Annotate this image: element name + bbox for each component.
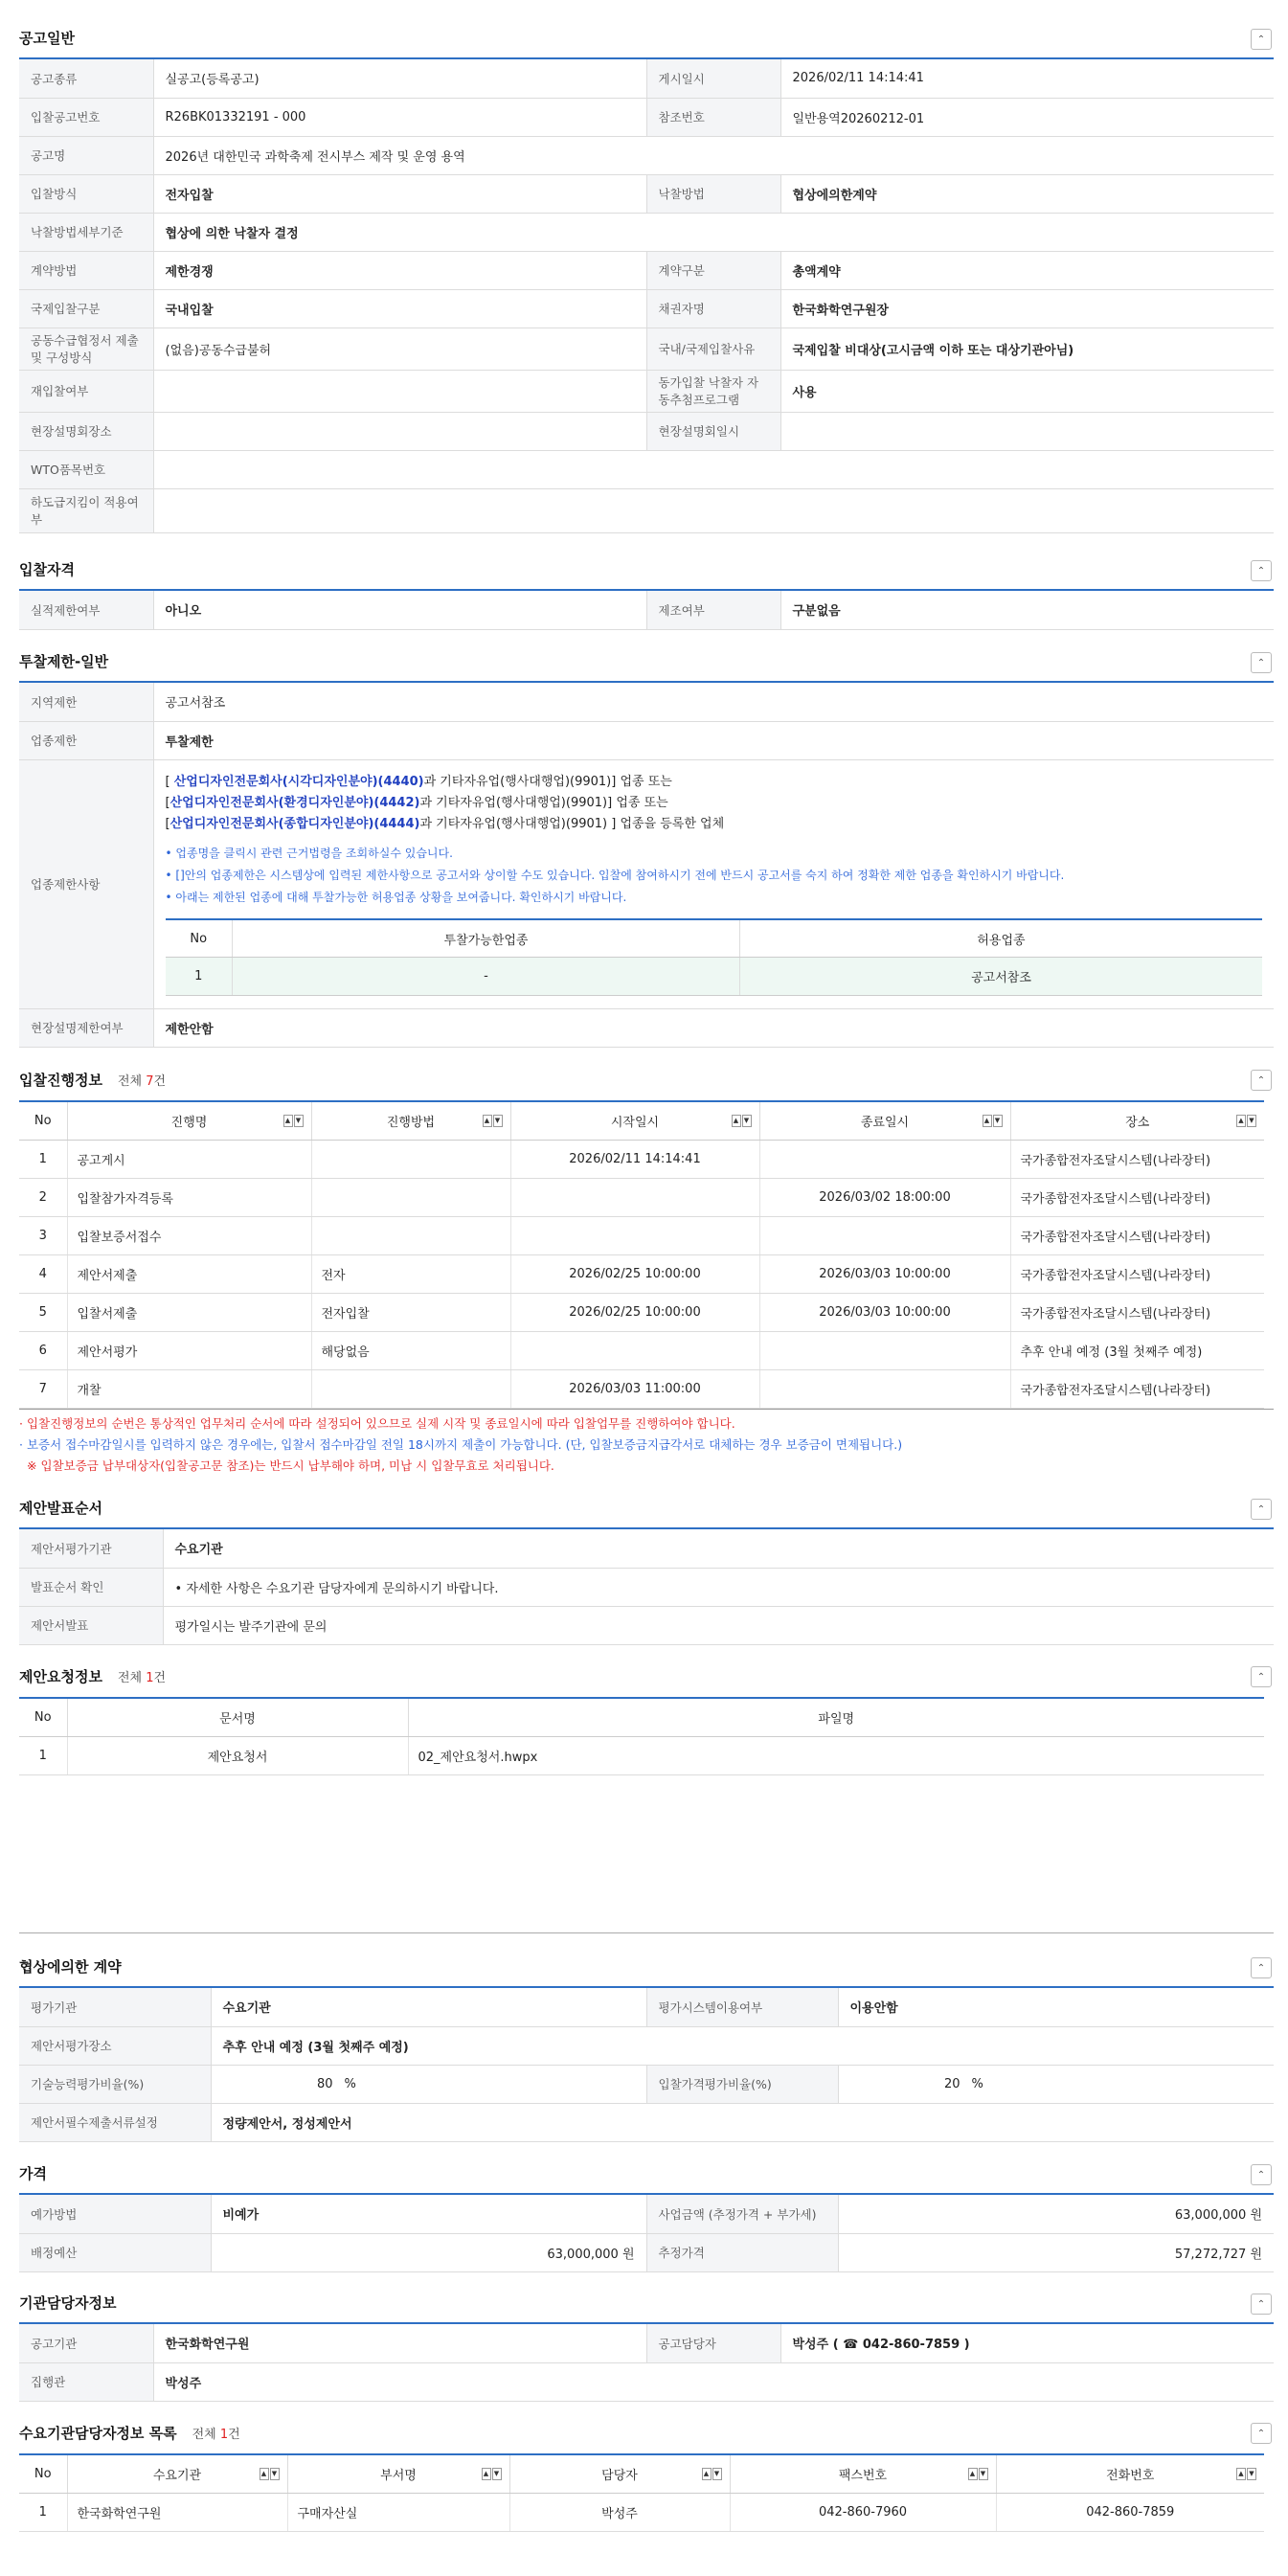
label: 제안서발표 — [19, 1606, 163, 1644]
note-text: · 보증서 접수마감일시를 입력하지 않은 경우에는, 입찰서 접수마감일 전일 18시까지 제출이 가능합니다. (단, 입찰보증금지급각서로 대체하는 경우 보증금이 면제됩니다.) — [19, 1436, 903, 1452]
value: 아니오 — [153, 591, 646, 629]
industry-text: 과 기타자유업(행사대행업)(9901)] 업종 또는 — [423, 774, 672, 789]
count-label: 전체 — [117, 1073, 147, 1089]
cell: 2026/03/03 10:00:00 — [759, 1254, 1010, 1293]
column-header: No — [19, 1101, 67, 1140]
count-unit: 건 — [153, 1073, 167, 1089]
value: 사용 — [780, 370, 1274, 412]
restriction-table — [19, 683, 1274, 1048]
label: 계약구분 — [646, 251, 780, 289]
column-header-phone[interactable] — [996, 2454, 1264, 2493]
header-label: 진행방법 — [386, 1115, 436, 1130]
value — [153, 450, 1274, 488]
value — [780, 412, 1274, 450]
value: 평가일시는 발주기관에 문의 — [163, 1606, 1274, 1644]
record-count — [118, 1667, 166, 1685]
value: 정량제안서, 정성제안서 — [211, 2103, 1274, 2141]
label: 공고종류 — [19, 59, 153, 98]
label: 제안서필수제출서류설정 — [19, 2103, 211, 2141]
price-table — [19, 2195, 1274, 2272]
column-header-end[interactable] — [759, 1101, 1010, 1140]
label: 재입찰여부 — [19, 370, 153, 412]
price-section — [19, 2153, 1274, 2272]
table-row — [19, 1331, 1264, 1369]
collapse-toggle-icon[interactable]: ⌃ — [1251, 1070, 1272, 1091]
section-title: 제안발표순서 — [19, 1499, 102, 1517]
cell: 2026/03/02 18:00:00 — [759, 1178, 1010, 1216]
value — [211, 2065, 646, 2103]
presentation-header — [19, 1487, 1274, 1529]
header-label: 수요기관 — [152, 2468, 202, 2483]
cell: 4 — [19, 1254, 67, 1293]
sort-icon[interactable]: ▲ ▼ — [968, 2468, 988, 2480]
note-text: ※ 입찰보증금 납부대상자(입찰공고문 참조)는 반드시 납부해야 하며, 미납 시 입찰무효로 처리됩니다. — [27, 1457, 554, 1473]
value — [838, 2065, 1274, 2103]
value: 추후 안내 예정 (3월 첫째주 예정) — [211, 2026, 1274, 2065]
cell: 1 — [19, 2493, 67, 2531]
value: 공고서참조 — [153, 683, 1274, 721]
label: 예가방법 — [19, 2195, 211, 2233]
label: 지역제한 — [19, 683, 153, 721]
label: 현장설명제한여부 — [19, 1008, 153, 1047]
percent-unit: % — [344, 2076, 356, 2091]
bullet-text: []안의 업종제한은 시스템상에 입력된 제한사항으로 공고서와 상이할 수도 있습니다. 입찰에 참여하시기 전에 반드시 공고서를 숙지 하여 정확한 제한 업종을 확인하시기 바랍니다. — [175, 868, 1065, 882]
label: 공동수급협정서 제출 및 구성방식 — [19, 328, 153, 370]
allowed-industry-table — [166, 918, 1263, 997]
percent-value: 80 — [316, 2076, 333, 2091]
label: 낙찰방법세부기준 — [19, 213, 153, 251]
header-label: 진행명 — [170, 1115, 208, 1130]
sort-icon[interactable]: ▲ ▼ — [483, 1115, 503, 1127]
cell: 042-860-7960 — [730, 2493, 996, 2531]
cell: 해당없음 — [311, 1331, 510, 1369]
cell: 국가종합전자조달시스템(나라장터) — [1010, 1254, 1264, 1293]
section-title: 제안요청정보 — [19, 1667, 102, 1685]
sort-icon[interactable]: ▲ ▼ — [702, 2468, 722, 2480]
value: 수요기관 — [163, 1529, 1274, 1568]
progress-section — [19, 1058, 1274, 1477]
cell — [311, 1140, 510, 1178]
general-table — [19, 59, 1274, 533]
header-label: 담당자 — [601, 2468, 638, 2483]
label: 제안서평가장소 — [19, 2026, 211, 2065]
sort-icon[interactable]: ▲ ▼ — [732, 1115, 752, 1127]
sort-icon[interactable]: ▲ ▼ — [983, 1115, 1003, 1127]
cell: 국가종합전자조달시스템(나라장터) — [1010, 1293, 1264, 1331]
column-header-name[interactable] — [67, 1101, 311, 1140]
cell: 042-860-7859 — [996, 2493, 1264, 2531]
header-label: 시작일시 — [610, 1115, 660, 1130]
value: 한국화학연구원 — [153, 2324, 646, 2362]
agency-table — [19, 2324, 1274, 2402]
label: 현장설명회일시 — [646, 412, 780, 450]
table-row — [19, 2493, 1264, 2531]
count-number: 7 — [146, 1073, 154, 1089]
cell: 한국화학연구원 — [67, 2493, 287, 2531]
label: 집행관 — [19, 2362, 153, 2401]
label: 공고명 — [19, 136, 153, 174]
count-unit: 건 — [228, 2427, 240, 2442]
cell: 5 — [19, 1293, 67, 1331]
value: 57,272,727 원 — [838, 2233, 1274, 2271]
sort-icon[interactable]: ▲ ▼ — [283, 1115, 304, 1127]
contacts-header — [19, 2411, 1274, 2453]
cell — [510, 1178, 759, 1216]
bullet-text: 아래는 제한된 업종에 대해 투찰가능한 허용업종 상황을 보여줍니다. 확인하시기 바랍니다. — [175, 890, 627, 904]
bid-title: 2026년 대한민국 과학축제 전시부스 제작 및 운영 용역 — [153, 136, 1274, 174]
count-unit: 건 — [153, 1670, 167, 1685]
cell: 6 — [19, 1331, 67, 1369]
label: 공고담당자 — [646, 2324, 780, 2362]
label: 업종제한 — [19, 721, 153, 759]
value — [153, 488, 1274, 532]
column-header: No — [166, 919, 233, 958]
cell: 국가종합전자조달시스템(나라장터) — [1010, 1369, 1264, 1408]
cell: 국가종합전자조달시스템(나라장터) — [1010, 1178, 1264, 1216]
bracket: [ — [165, 795, 170, 810]
collapse-toggle-icon[interactable]: ⌃ — [1251, 1666, 1272, 1687]
column-header-fax[interactable] — [730, 2454, 996, 2493]
section-title: 투찰제한-일반 — [19, 652, 109, 670]
header-label: 종료일시 — [860, 1115, 910, 1130]
cell: 입찰보증서접수 — [67, 1216, 311, 1254]
sort-icon[interactable]: ▲ ▼ — [1236, 2468, 1256, 2480]
value: 63,000,000 원 — [838, 2195, 1274, 2233]
cell: 입찰참가자격등록 — [67, 1178, 311, 1216]
label: 평가시스템이용여부 — [646, 1988, 838, 2026]
record-count — [192, 2424, 240, 2442]
label: 제안서평가기관 — [19, 1529, 163, 1568]
bullet-note: • 아래는 제한된 업종에 대해 투찰가능한 허용업종 상황을 보여줍니다. 확인하시기 바랍니다. — [165, 890, 627, 904]
section-title: 협상에의한 계약 — [19, 1957, 122, 1976]
label: 배정예산 — [19, 2233, 211, 2271]
label: 기술능력평가비율(%) — [19, 2065, 211, 2103]
column-header-place[interactable] — [1010, 1101, 1264, 1140]
qualification-section — [19, 549, 1274, 630]
value: • 자세한 사항은 수요기관 담당자에게 문의하시기 바랍니다. — [163, 1568, 1274, 1606]
cell: 추후 안내 예정 (3월 첫째주 예정) — [1010, 1331, 1264, 1369]
column-header: 투찰가능한업종 — [233, 919, 740, 958]
cell: 2026/03/03 10:00:00 — [759, 1293, 1010, 1331]
table-row — [19, 1216, 1264, 1254]
label: 게시일시 — [646, 59, 780, 98]
label: 채권자명 — [646, 289, 780, 328]
request-header — [19, 1655, 1274, 1697]
value: 한국화학연구원장 — [780, 289, 1274, 328]
bracket: [ — [165, 774, 174, 789]
contacts-section — [19, 2411, 1274, 2532]
label: 현장설명회장소 — [19, 412, 153, 450]
cell — [510, 1216, 759, 1254]
agency-header — [19, 2282, 1274, 2324]
value: 비예가 — [211, 2195, 646, 2233]
progress-header — [19, 1058, 1274, 1100]
cell: 1 — [166, 958, 233, 996]
column-header: No — [19, 1698, 67, 1736]
value: 협상에의한계약 — [780, 174, 1274, 213]
cell — [311, 1369, 510, 1408]
value: R26BK01332191 - 000 — [153, 98, 646, 136]
collapse-toggle-icon[interactable]: ⌃ — [1251, 2423, 1272, 2444]
cell: 전자입찰 — [311, 1293, 510, 1331]
note-text: · 입찰진행정보의 순번은 통상적인 업무처리 순서에 따라 설정되어 있으므로 실제 시작 및 종료일시에 따라 입찰업무를 진행하여야 합니다. — [19, 1415, 735, 1431]
value-text: 자세한 사항은 수요기관 담당자에게 문의하시기 바랍니다. — [186, 1581, 499, 1596]
label: 계약방법 — [19, 251, 153, 289]
cell: 박성주 — [509, 2493, 730, 2531]
industry-text: 과 기타자유업(행사대행업)(9901)] 업종 또는 — [419, 795, 668, 810]
progress-table — [19, 1100, 1264, 1409]
label: 입찰가격평가비율(%) — [646, 2065, 838, 2103]
table-row — [166, 958, 1263, 996]
label: 발표순서 확인 — [19, 1568, 163, 1606]
table-row — [19, 1140, 1264, 1178]
restriction-section — [19, 641, 1274, 1048]
percent-value: 20 — [943, 2076, 960, 2091]
label: 사업금액 (추정가격 + 부가세) — [646, 2195, 838, 2233]
value: 제한경쟁 — [153, 251, 646, 289]
label: 업종제한사항 — [19, 759, 153, 1008]
value: 실공고(등록공고) — [153, 59, 646, 98]
column-header-agency[interactable] — [67, 2454, 287, 2493]
cell — [759, 1140, 1010, 1178]
value: 국제입찰 비대상(고시금액 이하 또는 대상기관아님) — [780, 328, 1274, 370]
divider — [19, 1932, 1274, 1933]
value: 전자입찰 — [153, 174, 646, 213]
label: 추정가격 — [646, 2233, 838, 2271]
progress-notes — [19, 1409, 1274, 1477]
cell — [759, 1216, 1010, 1254]
bullet-note: • 업종명을 클릭시 관련 근거법령을 조회하실수 있습니다. — [165, 846, 453, 860]
price-header — [19, 2153, 1274, 2195]
value: 이용안함 — [838, 1988, 1274, 2026]
negotiation-section — [19, 1946, 1274, 2142]
table-row — [19, 1254, 1264, 1293]
count-label: 전체 — [117, 1670, 147, 1685]
column-header-dept[interactable] — [287, 2454, 509, 2493]
cell — [759, 1331, 1010, 1369]
cell: 국가종합전자조달시스템(나라장터) — [1010, 1216, 1264, 1254]
section-title: 공고일반 — [19, 29, 75, 47]
collapse-toggle-icon[interactable]: ⌃ — [1251, 560, 1272, 581]
cell: 2026/02/11 14:14:41 — [510, 1140, 759, 1178]
section-title: 입찰진행정보 — [19, 1071, 102, 1089]
cell: 국가종합전자조달시스템(나라장터) — [1010, 1140, 1264, 1178]
table-row — [19, 1369, 1264, 1408]
count-number: 1 — [219, 2427, 229, 2442]
section-title: 입찰자격 — [19, 560, 75, 578]
cell: 개찰 — [67, 1369, 311, 1408]
column-header: 허용업종 — [740, 919, 1263, 958]
industry-line — [166, 793, 1263, 814]
cell: 제안요청서 — [67, 1736, 408, 1774]
table-row — [19, 1293, 1264, 1331]
value: (없음)공동수급불허 — [153, 328, 646, 370]
cell: 전자 — [311, 1254, 510, 1293]
industry-link[interactable]: 산업디자인전문회사(시각디자인분야)(4440) — [173, 774, 424, 789]
value: 제한안함 — [153, 1008, 1274, 1047]
collapse-toggle-icon[interactable]: ⌃ — [1251, 2164, 1272, 2185]
bullet-note: • []안의 업종제한은 시스템상에 입력된 제한사항으로 공고서와 상이할 수도 있습니다. 입찰에 참여하시기 전에 반드시 공고서를 숙지 하여 정확한 제한 업종을 확인하시기 바랍니다. — [165, 868, 1065, 882]
cell: 1 — [19, 1736, 67, 1774]
column-header: 문서명 — [67, 1698, 408, 1736]
count-number: 1 — [146, 1670, 154, 1685]
cell: - — [233, 958, 740, 996]
cell — [510, 1331, 759, 1369]
contacts-table — [19, 2453, 1264, 2532]
value: 투찰제한 — [153, 721, 1274, 759]
industry-link[interactable]: 산업디자인전문회사(환경디자인분야)(4442) — [169, 795, 420, 810]
column-header-start[interactable] — [510, 1101, 759, 1140]
industry-detail — [153, 759, 1274, 1008]
negotiation-header — [19, 1946, 1274, 1988]
industry-text: 과 기타자유업(행사대행업)(9901) ] 업종을 등록한 업체 — [419, 816, 725, 831]
label: 국제입찰구분 — [19, 289, 153, 328]
column-header: 파일명 — [408, 1698, 1264, 1736]
general-section — [19, 17, 1274, 533]
sort-icon[interactable]: ▲ ▼ — [1236, 1115, 1256, 1127]
cell: 1 — [19, 1140, 67, 1178]
general-header — [19, 17, 1274, 59]
label: 공고기관 — [19, 2324, 153, 2362]
header-label: 장소 — [1125, 1115, 1150, 1130]
count-label: 전체 — [192, 2427, 220, 2442]
request-table — [19, 1697, 1264, 1775]
value: 구분없음 — [780, 591, 1274, 629]
section-title: 가격 — [19, 2164, 47, 2182]
cell: 2026/02/25 10:00:00 — [510, 1293, 759, 1331]
collapse-toggle-icon[interactable]: ⌃ — [1251, 1499, 1272, 1520]
cell — [311, 1178, 510, 1216]
collapse-toggle-icon[interactable]: ⌃ — [1251, 29, 1272, 50]
cell: 제안서제출 — [67, 1254, 311, 1293]
cell: 제안서평가 — [67, 1331, 311, 1369]
cell: 공고서참조 — [740, 958, 1263, 996]
value: 일반용역20260212-01 — [780, 98, 1274, 136]
cell: 2026/03/03 11:00:00 — [510, 1369, 759, 1408]
label: 입찰방식 — [19, 174, 153, 213]
cell: 7 — [19, 1369, 67, 1408]
table-row — [19, 1736, 1264, 1774]
header-label: 전화번호 — [1106, 2468, 1155, 2483]
label: 하도급지킴이 적용여부 — [19, 488, 153, 532]
label: WTO품목번호 — [19, 450, 153, 488]
cell: 2 — [19, 1178, 67, 1216]
presentation-section — [19, 1487, 1274, 1645]
value — [153, 370, 646, 412]
header-label: 부서명 — [380, 2468, 417, 2483]
value: 박성주 — [153, 2362, 1274, 2401]
label: 참조번호 — [646, 98, 780, 136]
presentation-table — [19, 1529, 1274, 1645]
section-title: 수요기관담당자정보 목록 — [19, 2424, 177, 2442]
label: 실적제한여부 — [19, 591, 153, 629]
value — [153, 412, 646, 450]
cell: 3 — [19, 1216, 67, 1254]
header-label: 팩스번호 — [838, 2468, 888, 2483]
qualification-table — [19, 591, 1274, 630]
value: 63,000,000 원 — [211, 2233, 646, 2271]
percent-unit: % — [971, 2076, 983, 2091]
value: 수요기관 — [211, 1988, 646, 2026]
cell — [311, 1216, 510, 1254]
cell — [759, 1369, 1010, 1408]
negotiation-table — [19, 1988, 1274, 2142]
label: 동가입찰 낙찰자 자동추첨프로그램 — [646, 370, 780, 412]
label: 입찰공고번호 — [19, 98, 153, 136]
column-header-person[interactable] — [509, 2454, 730, 2493]
collapse-toggle-icon[interactable]: ⌃ — [1251, 652, 1272, 673]
restriction-header — [19, 641, 1274, 683]
sort-icon[interactable]: ▲ ▼ — [482, 2468, 502, 2480]
label: 국내/국제입찰사유 — [646, 328, 780, 370]
file-link[interactable]: 02_제안요청서.hwpx — [408, 1736, 1264, 1774]
bullet-text: 업종명을 클릭시 관련 근거법령을 조회하실수 있습니다. — [175, 846, 453, 860]
value: 국내입찰 — [153, 289, 646, 328]
section-title: 기관담당자정보 — [19, 2294, 117, 2312]
request-section — [19, 1655, 1274, 1775]
collapse-toggle-icon[interactable]: ⌃ — [1251, 1957, 1272, 1978]
industry-link[interactable]: 산업디자인전문회사(종합디자인분야)(4444) — [169, 816, 420, 831]
collapse-toggle-icon[interactable]: ⌃ — [1251, 2294, 1272, 2315]
column-header-method[interactable] — [311, 1101, 510, 1140]
sort-icon[interactable]: ▲ ▼ — [260, 2468, 280, 2480]
value: 협상에 의한 낙찰자 결정 — [153, 213, 1274, 251]
cell: 2026/02/25 10:00:00 — [510, 1254, 759, 1293]
cell: 입찰서제출 — [67, 1293, 311, 1331]
qualification-header — [19, 549, 1274, 591]
value: 총액계약 — [780, 251, 1274, 289]
value: 2026/02/11 14:14:41 — [780, 59, 1274, 98]
table-row — [19, 1178, 1264, 1216]
label: 평가기관 — [19, 1988, 211, 2026]
label: 낙찰방법 — [646, 174, 780, 213]
bracket: [ — [165, 816, 170, 831]
agency-section — [19, 2282, 1274, 2402]
cell: 공고게시 — [67, 1140, 311, 1178]
record-count — [118, 1071, 166, 1089]
label: 제조여부 — [646, 591, 780, 629]
industry-line — [166, 814, 1263, 835]
value: 박성주 ( ☎ 042-860-7859 ) — [780, 2324, 1274, 2362]
cell: 구매자산실 — [287, 2493, 509, 2531]
industry-line — [166, 772, 1263, 793]
column-header: No — [19, 2454, 67, 2493]
